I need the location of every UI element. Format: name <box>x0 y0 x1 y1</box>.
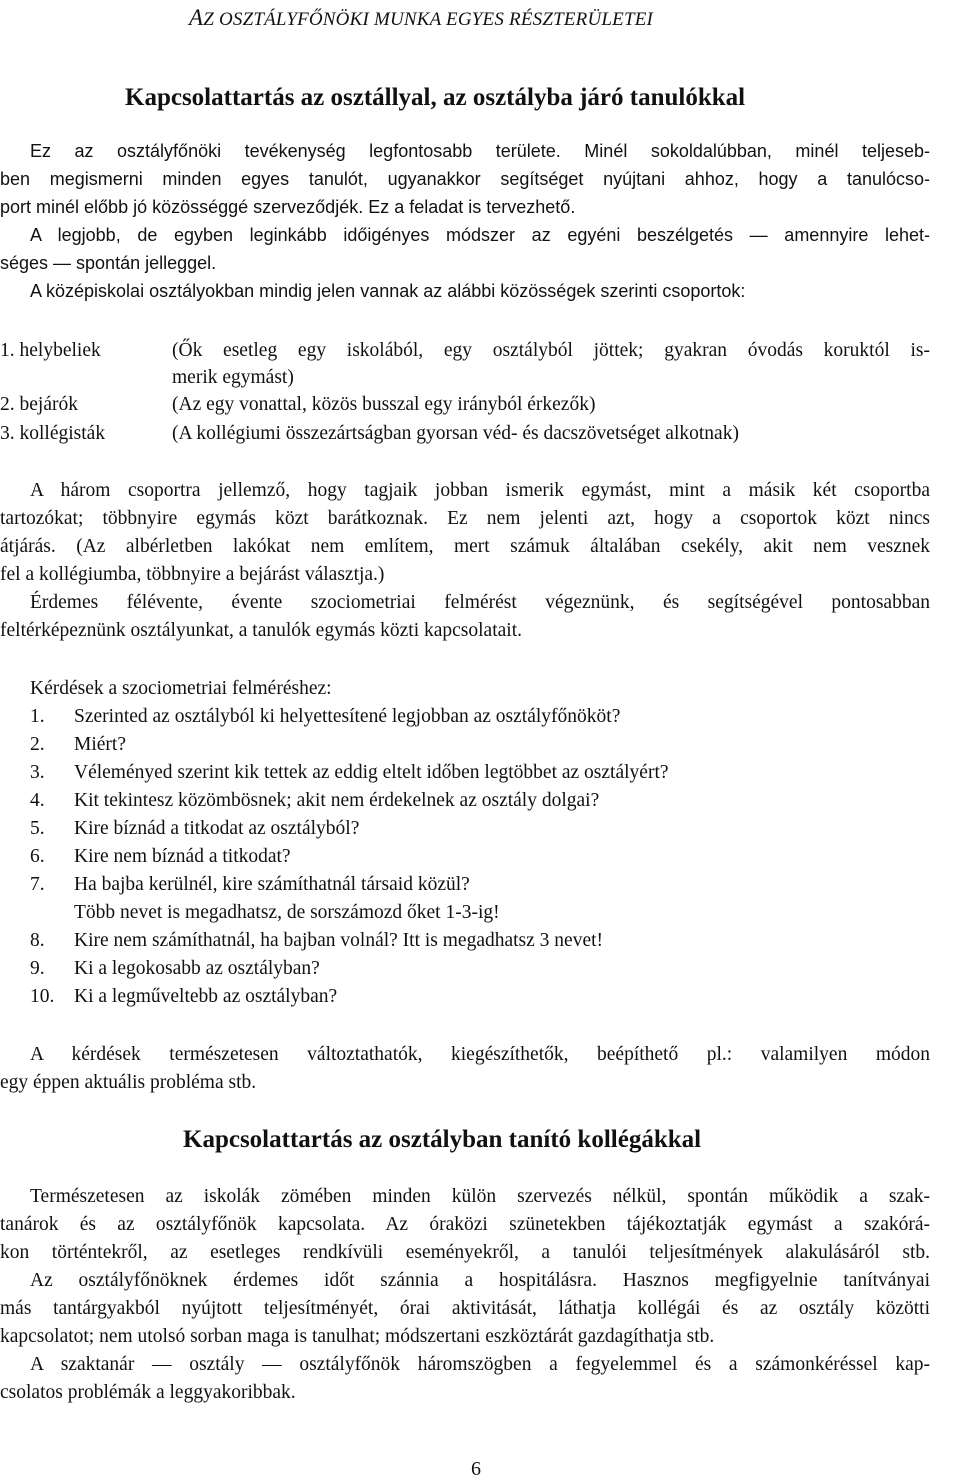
section2-line: kapcsolatot; nem utolsó sorban maga is tanulhat; módszertani eszköztárát gazdagíthatja stb. <box>0 1326 715 1347</box>
question-num: 3. <box>30 762 45 783</box>
section2-line: tanárok és az osztályfőnök kapcsolata. Az óraközi szünetekben tájékoztatják egymást a szakórá- <box>0 1214 930 1235</box>
section2-line: Az osztályfőnöknek érdemes időt szánnia a hospitálásra. Hasznos megfigyelnie tanítványai <box>30 1270 930 1291</box>
group-desc: (A kollégiumi összezártságban gyorsan véd- és dacszövetséget alkotnak) <box>172 423 739 444</box>
question-text: Ki a legokosabb az osztályban? <box>74 958 320 979</box>
question-num: 9. <box>30 958 45 979</box>
question-text: Több nevet is megadhatsz, de sorszámozd őket 1-3-ig! <box>74 902 500 923</box>
intro-line: A legjobb, de egyben leginkább időigényes módszer az egyéni beszélgetés — amennyire lehet- <box>30 225 930 245</box>
question-text: Miért? <box>74 734 126 755</box>
question-text: Véleményed szerint kik tettek az eddig eltelt időben legtöbbet az osztályért? <box>74 762 669 783</box>
para-line: A három csoportra jellemző, hogy tagjaik jobban ismerik egymást, mint a másik két csoportba <box>30 480 930 501</box>
question-num: 4. <box>30 790 45 811</box>
question-num: 5. <box>30 818 45 839</box>
section2-line: kon történtekről, az esetleges rendkívüli eseményekről, a tanulói teljesítmények alakulásáról stb. <box>0 1242 930 1263</box>
question-num: 7. <box>30 874 45 895</box>
question-text: Kit tekintesz közömbösnek; akit nem érdekelnek az osztály dolgai? <box>74 790 600 811</box>
question-num: 2. <box>30 734 45 755</box>
group-desc: (Ők esetleg egy iskolából, egy osztályból jöttek; gyakran óvodás koruktól is- <box>172 340 930 361</box>
section2-line: Természetesen az iskolák zömében minden külön szervezés nélkül, spontán működik a szak- <box>30 1186 930 1207</box>
section2-line: más tantárgyakból nyújtott teljesítményét, órai aktivitását, láthatja kollégái és az osztály közötti <box>0 1298 930 1319</box>
section2-line: csolatos problémák a leggyakoribbak. <box>0 1382 296 1403</box>
section2-line: A szaktanár — osztály — osztályfőnök háromszögben a fegyelemmel és a számonkéréssel kap- <box>30 1354 930 1375</box>
section2-title: Kapcsolattartás az osztályban tanító kollégákkal <box>183 1126 702 1153</box>
intro-line: séges — spontán jelleggel. <box>0 253 217 273</box>
question-text: Ha bajba kerülnél, kire számíthatnál társaid közül? <box>74 874 470 895</box>
group-label: 3. kollégisták <box>0 423 106 444</box>
para-line: fel a kollégiumba, többnyire a bejárást választja.) <box>0 564 385 585</box>
para-line: tartozókat; többnyire egymás közt barátkoznak. Ez nem jelenti azt, hogy a csoportok közt nincs <box>0 508 930 529</box>
question-text: Ki a legműveltebb az osztályban? <box>74 986 338 1007</box>
question-text: Szerinted az osztályból ki helyettesítené legjobban az osztályfőnököt? <box>74 706 621 727</box>
group-label: 1. helybeliek <box>0 340 101 361</box>
section1-title: Kapcsolattartás az osztállyal, az osztályba járó tanulókkal <box>125 84 746 111</box>
intro-line: Ez az osztályfőnöki tevékenység legfontosabb területe. Minél sokoldalúbban, minél teljeseb- <box>30 141 930 161</box>
question-num: 10. <box>30 986 55 1007</box>
question-text: Kire nem bíznád a titkodat? <box>74 846 291 867</box>
questions-title: Kérdések a szociometriai felméréshez: <box>30 678 332 699</box>
question-num: 6. <box>30 846 45 867</box>
question-text: Kire nem számíthatnál, ha bajban volnál? Itt is megadhatsz 3 nevet! <box>74 930 604 951</box>
para-line: átjárás. (Az albérletben lakókat nem említem, mert számuk általában csekély, akit nem vesznek <box>0 536 930 557</box>
question-num: 8. <box>30 930 45 951</box>
group-desc: (Az egy vonattal, közös busszal egy irányból érkezők) <box>172 394 596 415</box>
para-line: feltérképeznünk osztályunkat, a tanulók egymás közti kapcsolatait. <box>0 620 522 641</box>
intro-line: A középiskolai osztályokban mindig jelen vannak az alábbi közösségek szerinti csoportok: <box>30 281 746 301</box>
page-number: 6 <box>471 1458 481 1480</box>
intro-line: ben megismerni minden egyes tanulót, ugyanakkor segítséget nyújtani ahhoz, hogy a tanulócso- <box>0 169 930 189</box>
intro-line: port minél előbb jó közösséggé szerveződjék. Ez a feladat is tervezhető. <box>0 197 576 217</box>
closing-line: A kérdések természetesen változtathatók, kiegészíthetők, beépíthető pl.: valamilyen módon <box>30 1044 930 1065</box>
question-text: Kire bíznád a titkodat az osztályból? <box>74 818 360 839</box>
para-line: Érdemes félévente, évente szociometriai felmérést végeznünk, és segítségével pontosabban <box>30 592 930 613</box>
header-text: Z OSZTÁLYFŐNÖKI MUNKA EGYES RÉSZTERÜLETEI <box>203 9 654 30</box>
group-label: 2. bejárók <box>0 394 78 415</box>
running-header <box>189 5 653 31</box>
question-num: 1. <box>30 706 45 727</box>
closing-line: egy éppen aktuális probléma stb. <box>0 1072 257 1093</box>
header-initial: A <box>189 5 204 30</box>
group-desc: merik egymást) <box>172 367 294 388</box>
